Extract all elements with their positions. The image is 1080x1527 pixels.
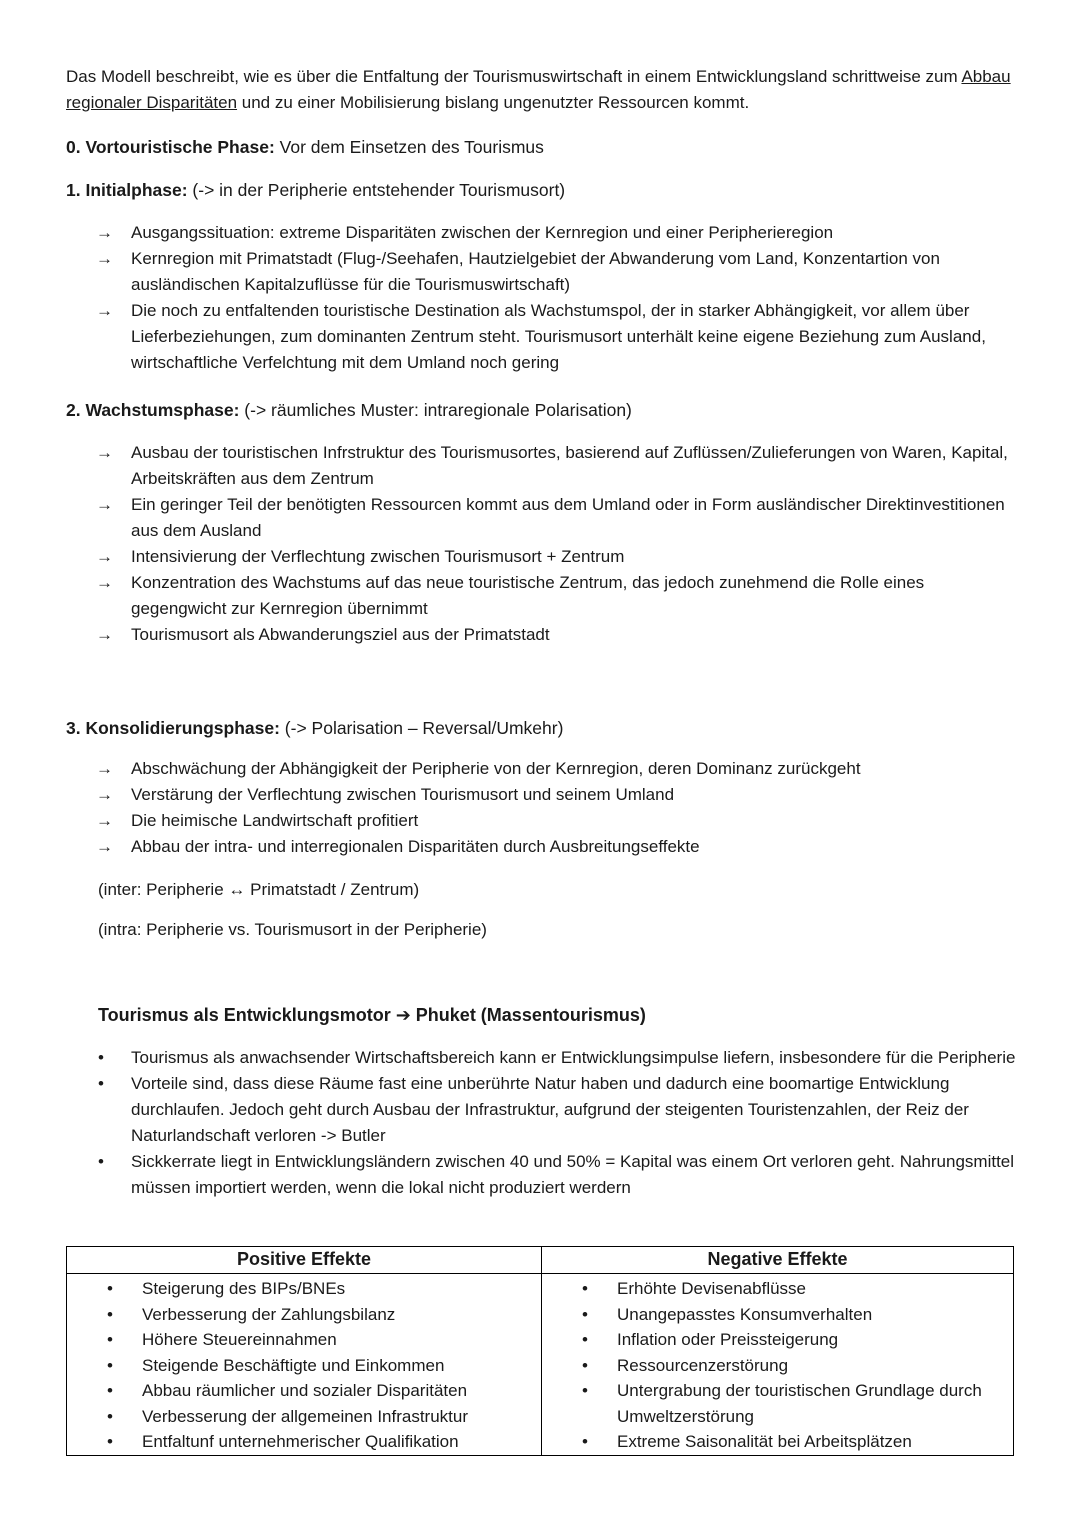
arrow-icon: → [96, 785, 113, 804]
list-item: → Ausgangssituation: extreme Disparitäten zwischen der Kernregion und einer Peripherieregion [96, 220, 1016, 246]
phase-1-list [96, 220, 1016, 376]
list-item: → Kernregion mit Primatstadt (Flug-/Seehafen, Hautzielgebiet der Abwanderung vom Land, Konzentartion von ausländischen Kapitalzuflüsse für die Tourismuswirtschaft) [96, 246, 1016, 298]
phase-2-list [96, 440, 1016, 648]
list-item: → Die heimische Landwirtschaft profitiert [96, 808, 1016, 834]
list-item: • Entfaltunf unternehmerischer Qualifikation [107, 1429, 541, 1455]
phase-3-list [96, 756, 1016, 860]
phase-1-title: 1. Initialphase: [66, 180, 188, 200]
effects-table [66, 1246, 1014, 1456]
phase-1-text: (-> in der Peripherie entstehender Tourismusort) [187, 180, 566, 200]
phase-2-text: (-> räumliches Muster: intraregionale Polarisation) [239, 400, 632, 420]
bullet-icon: • [582, 1330, 588, 1349]
arrow-icon: → [96, 223, 113, 242]
section-heading-motor: Tourismus als Entwicklungsmotor ➔ Phuket (Massentourismus) [98, 1005, 646, 1025]
list-item: • Ressourcenzerstörung [582, 1353, 1013, 1379]
phase-3-heading [66, 715, 1026, 741]
positive-cell [67, 1274, 542, 1456]
list-item: → Die noch zu entfaltenden touristische Destination als Wachstumspol, der in starker Abhängigkeit, vor allem über Lieferbeziehungen, zum dominanten Zentrum steht. Tourismusort unterhält keine eigene Beziehung zum Ausland, wirtschaftliche Verfelchtung mit dem Umland noch gering [96, 298, 1016, 376]
phase-3-text: (-> Polarisation – Reversal/Umkehr) [279, 718, 564, 738]
arrow-icon: → [96, 443, 113, 462]
bullet-icon: • [582, 1304, 588, 1324]
intro-text-start: Das Modell beschreibt, wie es über die Entfaltung der Tourismuswirtschaft in einem Entwicklungsland schrittweise zum [66, 67, 962, 86]
bullet-icon: • [107, 1432, 113, 1451]
bullet-icon: • [107, 1304, 113, 1324]
arrow-icon: → [96, 625, 113, 644]
bullet-icon: • [98, 1048, 104, 1067]
bullet-icon: • [107, 1406, 113, 1426]
list-item: • Steigende Beschäftigte und Einkommen [107, 1353, 541, 1379]
table-row [67, 1274, 1014, 1456]
phase-0-title: 0. Vortouristische Phase: [66, 137, 275, 157]
bullet-icon: • [98, 1152, 104, 1171]
intro-text-end: und zu einer Mobilisierung bislang ungenutzter Ressourcen kommt. [237, 93, 750, 112]
arrow-icon: → [96, 573, 113, 592]
list-item: → Abschwächung der Abhängigkeit der Peripherie von der Kernregion, deren Dominanz zurückgeht [96, 756, 1016, 782]
phase-0-text: Vor dem Einsetzen des Tourismus [274, 137, 544, 157]
motor-list [96, 1045, 1026, 1201]
list-item: • Untergrabung der touristischen Grundlage durch Umweltzerstörung [582, 1378, 1013, 1429]
arrow-icon: → [96, 759, 113, 778]
negative-header: Negative Effekte [542, 1247, 1014, 1274]
bullet-icon: • [107, 1381, 113, 1400]
list-item: → Intensivierung der Verflechtung zwischen Tourismusort + Zentrum [96, 544, 1016, 570]
list-item: → Ausbau der touristischen Infrstruktur des Tourismusortes, basierend auf Zuflüssen/Zulieferungen von Waren, Kapital, Arbeitskräften aus dem Zentrum [96, 440, 1016, 492]
arrow-icon: → [96, 547, 113, 566]
bullet-icon: • [582, 1279, 588, 1298]
list-item: • Höhere Steuereinnahmen [107, 1327, 541, 1353]
list-item: → Ein geringer Teil der benötigten Ressourcen kommt aus dem Umland oder in Form ausländischer Direktinvestitionen aus dem Ausland [96, 492, 1016, 544]
bullet-icon: • [582, 1432, 588, 1451]
positive-list [67, 1276, 541, 1455]
positive-header: Positive Effekte [67, 1247, 542, 1274]
arrow-icon: → [96, 249, 113, 268]
phase-3-title: 3. Konsolidierungsphase: [66, 718, 280, 738]
list-item: → Tourismusort als Abwanderungsziel aus der Primatstadt [96, 622, 1016, 648]
list-item: • Verbesserung der allgemeinen Infrastruktur [107, 1404, 541, 1430]
phase-1-heading [66, 177, 1026, 203]
arrow-icon: → [96, 837, 113, 856]
arrow-icon: → [96, 301, 113, 320]
bullet-icon: • [582, 1381, 588, 1400]
bullet-icon: • [107, 1355, 113, 1375]
intro-paragraph [66, 64, 1026, 116]
list-item: • Steigerung des BIPs/BNEs [107, 1276, 541, 1302]
list-item: • Extreme Saisonalität bei Arbeitsplätzen [582, 1429, 1013, 1455]
list-item: • Erhöhte Devisenabflüsse [582, 1276, 1013, 1302]
bullet-icon: • [107, 1279, 113, 1298]
list-item: • Sickkerrate liegt in Entwicklungsländern zwischen 40 und 50% = Kapital was einem Ort verloren geht. Nahrungsmittel müssen importiert werden, wenn die lokal nicht produziert werdern [96, 1149, 1026, 1201]
bullet-icon: • [107, 1330, 113, 1349]
phase-0-heading [66, 134, 1026, 160]
intro-underlined-term: Abbau regionaler Disparitäten [66, 67, 1011, 112]
list-item: • Tourismus als anwachsender Wirtschaftsbereich kann er Entwicklungsimpulse liefern, insbesondere für die Peripherie [96, 1045, 1026, 1071]
list-item: • Verbesserung der Zahlungsbilanz [107, 1302, 541, 1328]
table-header-row [67, 1247, 1014, 1274]
phase-2-title: 2. Wachstumsphase: [66, 400, 240, 420]
list-item: • Abbau räumlicher und sozialer Disparitäten [107, 1378, 541, 1404]
negative-list [542, 1276, 1013, 1455]
list-item: → Abbau der intra- und interregionalen Disparitäten durch Ausbreitungseffekte [96, 834, 1016, 860]
list-item: • Inflation oder Preissteigerung [582, 1327, 1013, 1353]
list-item: → Konzentration des Wachstums auf das neue touristische Zentrum, das jedoch zunehmend die Rolle eines gegengwicht zur Kernregion übernimmt [96, 570, 1016, 622]
arrow-icon: → [96, 495, 113, 514]
arrow-icon: → [96, 811, 113, 830]
list-item: → Verstärung der Verflechtung zwischen Tourismusort und seinem Umland [96, 782, 1016, 808]
negative-cell [542, 1274, 1014, 1456]
list-item: • Vorteile sind, dass diese Räume fast eine unberührte Natur haben und dadurch eine boomartige Entwicklung durchlaufen. Jedoch geht durch Ausbau der Infrastruktur, aufgrund der steigenten Touristenzahlen, der Reiz der Naturlandschaft verloren -> Butler [96, 1071, 1026, 1149]
list-item: • Unangepasstes Konsumverhalten [582, 1302, 1013, 1328]
bullet-icon: • [98, 1074, 104, 1093]
note-intra: (intra: Peripherie vs. Tourismusort in der Peripherie) [98, 920, 487, 939]
phase-2-heading [66, 397, 1026, 423]
note-inter: (inter: Peripherie ↔ Primatstadt / Zentrum) [98, 880, 420, 899]
bullet-icon: • [582, 1355, 588, 1375]
